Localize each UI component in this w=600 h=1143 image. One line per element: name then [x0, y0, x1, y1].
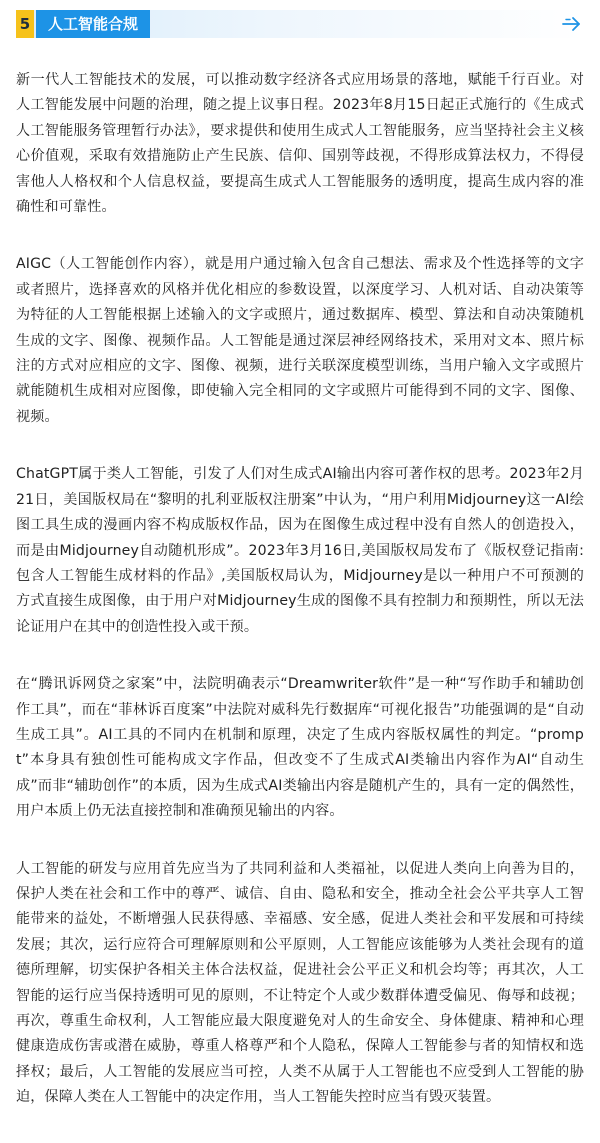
arrow-right-icon[interactable]: [562, 15, 582, 33]
section-header: [0, 0, 600, 46]
paragraph: 人工智能的研发与应用首先应当为了共同利益和人类福祉，以促进人类向上向善为目的，保护人类在社会和工作中的尊严、诚信、自由、隐私和安全，推动全社会公平共享人工智能带来的益处，不断增强人民获得感、幸福感、安全感，促进人类社会和平发展和可持续发展；其次，运行应符合可理解原则和公平原则，人工智能应该能够为人类社会现有的道德所理解，切实保护各相关主体合法权益，促进社会公平正义和机会均等；再其次，人工智能的运行应当保持透明可见的原则，不让特定个人或少数群体遭受偏见、侮辱和歧视；再次，尊重生命权利，人工智能应最大限度避免对人的生命安全、身体健康、精神和心理健康造成伤害或潜在威胁，尊重人格尊严和个人隐私，保障人工智能参与者的知情权和选择权；最后，人工智能的发展应当可控，人类不从属于人工智能也不应受到人工智能的胁迫，保障人类在人工智能中的决定作用，当人工智能失控时应当有毁灭装置。: [16, 860, 584, 1106]
section-number-badge: 5: [16, 10, 34, 38]
paragraph: 新一代人工智能技术的发展，可以推动数字经济各式应用场景的落地，赋能千行百业。对人工智能发展中问题的治理，随之提上议事日程。2023年8月15日起正式施行的《生成式人工智能服务管理暂行办法》，要求提供和使用生成式人工智能服务，应当坚持社会主义核心价值观，采取有效措施防止产生民族、信仰、国别等歧视，不得形成算法权力，不得侵害他人人格权和个人信息权益，要提高生成式人工智能服务的透明度，提高生成内容的准确性和可靠性。: [16, 72, 584, 216]
section-title: 人工智能合规: [36, 10, 150, 38]
article-body: [16, 68, 584, 1143]
paragraph: AIGC（人工智能创作内容），就是用户通过输入包含自己想法、需求及个性选择等的文字或者照片，选择喜欢的风格并优化相应的参数设置，以深度学习、人机对话、自动决策等为特征的人工智能根据上述输入的文字或照片，通过数据库、模型、算法和自动决策随机生成的文字、图像、视频作品。人工智能是通过深层神经网络技术，采用对文本、照片标注的方式对应相应的文字、图像、视频，进行关联深度模型训练，当用户输入文字或照片就能随机生成相对应图像，即使输入完全相同的文字或照片可能得到不同的文字、图像、视频。: [16, 256, 584, 425]
paragraph: 在“腾讯诉网贷之家案”中，法院明确表示“Dreamwriter软件”是一种“写作助手和辅助创作工具”，而在“菲林诉百度案”中法院对威科先行数据库“可视化报告”功能强调的是“自动生成工具”。AI工具的不同内在机制和原理，决定了生成内容版权属性的判定。“prompt”本身具有独创性可能构成文字作品，但改变不了生成式AI类输出内容作为AI“自动生成”而非“辅助创作”的本质，因为生成式AI类输出内容是随机产生的，具有一定的偶然性，用户本质上仍无法直接控制和准确预见输出的内容。: [16, 676, 584, 820]
paragraph: ChatGPT属于类人工智能，引发了人们对生成式AI输出内容可著作权的思考。2023年2月21日，美国版权局在“黎明的扎利亚版权注册案”中认为，“用户利用Midjourney这一AI绘图工具生成的漫画内容不构成版权作品，因为在图像生成过程中没有自然人的创造投入，而是由Midjourney自动随机形成”。2023年3月16日,美国版权局发布了《版权登记指南:包含人工智能生成材料的作品》,美国版权局认为，Midjourney是以一种用户不可预测的方式直接生成图像，由于用户对Midjourney生成的图像不具有控制力和预期性，所以无法论证用户在其中的创造性投入或干预。: [16, 466, 584, 635]
